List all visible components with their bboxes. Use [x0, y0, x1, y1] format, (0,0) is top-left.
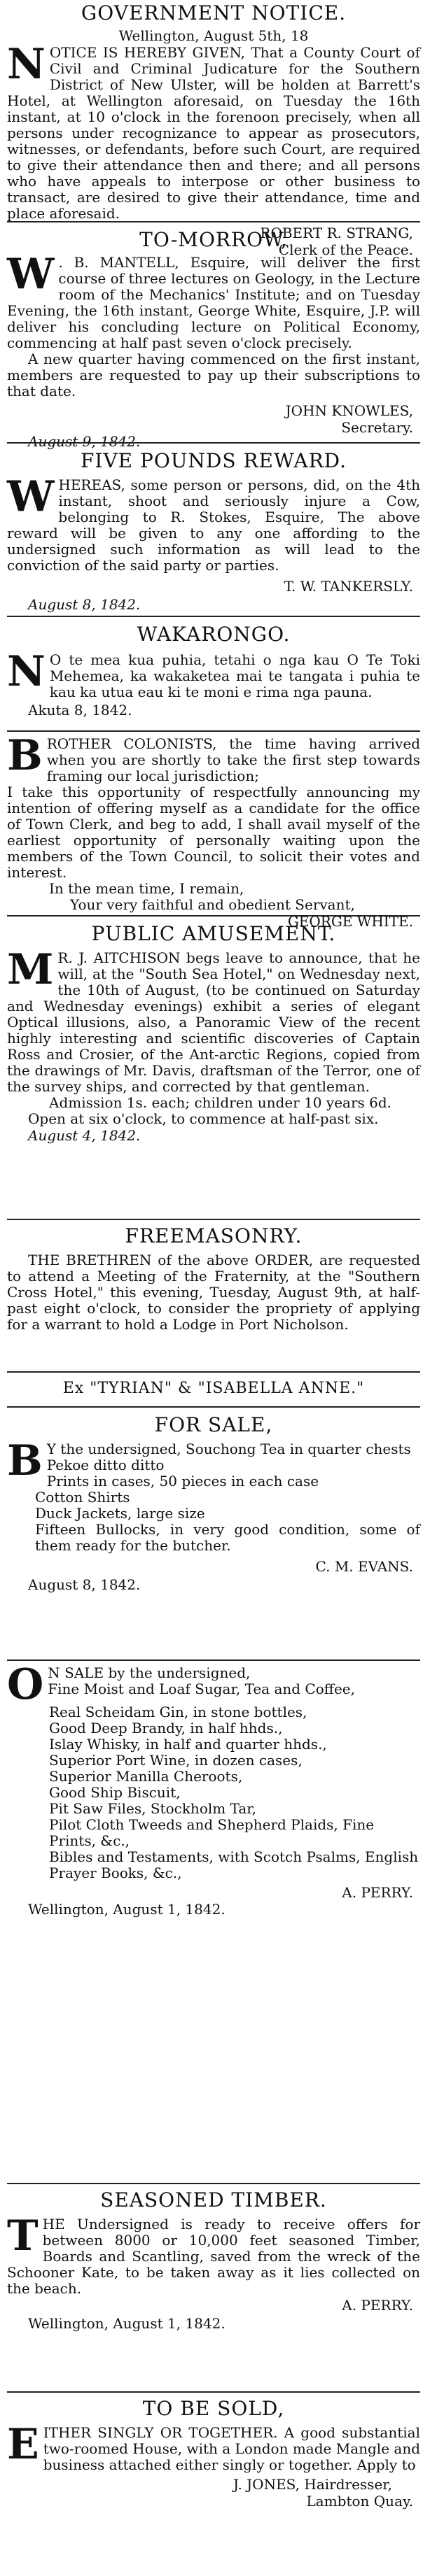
body-text: O te mea kua puhia, tetahi o nga kau O Te Toki Mehemea, ka wakaketea mai te tangata i puhia te kau ka utua eau ki te moni e rima nga pauna.	[49, 651, 420, 700]
for-sale-title: FOR SALE,	[154, 1413, 273, 1436]
to-be-sold-title: TO BE SOLD,	[142, 2397, 285, 2420]
on-sale-items	[7, 1704, 420, 1881]
list-item: Bibles and Testaments, with Scotch Psalms, English Prayer Books, &c.,	[49, 1848, 419, 1881]
timber-title: SEASONED TIMBER.	[100, 2188, 327, 2211]
seasoned-timber-notice	[7, 2188, 420, 2332]
list-item: Good Ship Biscuit,	[49, 1784, 181, 1801]
divider	[7, 2391, 420, 2393]
amusement-open: Open at six o'clock, to commence at half-past six.	[28, 1110, 379, 1127]
body-text: R. J. AITCHISON begs leave to announce, that he will, at the "South Sea Hotel," on Wednesday next, the 10th of August, (to be continued on Saturday and Wednesday evenings) exhibit a series of elegant Optical illusions, also, a Panoramic View of the recent highly interesting and scientific discoveries of Captain Ross and Crosier, of the Ant-arctic Regions, copied from the drawings of Mr. Davis, draftsman of the Terror, one of the survey ships, and corrected by that gentleman.	[7, 949, 420, 1095]
tomorrow-notice	[7, 228, 420, 450]
for-sale-list	[7, 1436, 420, 1554]
amusement-body	[7, 945, 420, 1095]
brother-body-2: I take this opportunity of respectfully announcing my intention of offering myself as a candidate for the office of Town Clerk, and beg to add, I shall avail myself of the earliest opportunity of personally waiting upon the members of the Town Council, to solicit their votes and interest.	[7, 784, 420, 881]
notice-date: August 8, 1842.	[28, 1576, 141, 1593]
reward-body	[7, 472, 420, 574]
body-text: HEREAS, some person or persons, did, on the 4th instant, shoot and seriously injure a Cow, belonging to R. Stokes, Esquire, The above reward will be given to any one affording to the undersigned such information as will lead to the conviction of the said party or parties.	[7, 476, 420, 574]
divider	[7, 1371, 420, 1373]
signature-name: C. M. EVANS.	[315, 1558, 413, 1575]
divider	[7, 221, 420, 222]
freemasonry-title: FREEMASONRY.	[125, 1224, 303, 1247]
list-item: Pekoe ditto ditto	[46, 1457, 165, 1473]
tomorrow-title: TO-MORROW,	[139, 228, 288, 251]
divider	[7, 442, 420, 444]
list-item: Pit Saw Files, Stockholm Tar,	[49, 1800, 257, 1817]
list-item: Y the undersigned, Souchong Tea in quarter chests	[46, 1441, 411, 1457]
to-be-sold-body	[7, 2420, 420, 2473]
notice-date: August 8, 1842.	[28, 596, 141, 613]
list-item: Cotton Shirts	[35, 1489, 130, 1506]
list-item: Prints in cases, 50 pieces in each case	[46, 1473, 319, 1489]
brother-close-2: Your very faithful and obedient Servant,	[70, 896, 355, 913]
dropcap: B	[7, 1436, 43, 1485]
divider	[7, 1219, 420, 1220]
on-sale-notice	[7, 1660, 420, 1918]
amusement-title: PUBLIC AMUSEMENT.	[91, 922, 336, 945]
brother-body	[7, 731, 420, 784]
body-text: N SALE by the undersigned,	[48, 1664, 251, 1681]
body-text: ROTHER COLONISTS, the time having arrived when you are shortly to take the first step towards framing our local jurisdiction;	[46, 735, 420, 784]
freemasonry-notice	[7, 1224, 420, 1333]
brother-close-1: In the mean time, I remain,	[49, 880, 244, 897]
notice-date: Wellington, August 1, 1842.	[28, 1901, 226, 1918]
notice-date: August 4, 1842.	[28, 1127, 141, 1144]
for-sale-notice	[7, 1413, 420, 1593]
list-item: Good Deep Brandy, in half hhds.,	[49, 1720, 283, 1736]
dropcap: W	[7, 472, 55, 521]
signature-name: GEORGE WHITE.	[287, 913, 413, 930]
signature-name: J. JONES, Hairdresser,	[233, 2476, 392, 2493]
divider	[7, 1406, 420, 1408]
tomorrow-body	[7, 250, 420, 351]
notice-date: Akuta 8, 1842.	[28, 702, 132, 719]
notice-date: Wellington, August 1, 1842.	[28, 2315, 226, 2332]
dropcap: W	[7, 250, 55, 299]
signature-place: Lambton Quay.	[306, 2493, 413, 2510]
list-item: Pilot Cloth Tweeds and Shepherd Plaids, Fine Prints, &c.,	[49, 1816, 375, 1849]
signature-name: A. PERRY.	[342, 2297, 413, 2314]
body-text: HE Undersigned is ready to receive offers for between 8000 or 10,000 feet seasoned Timber, Boards and Scantling, saved from the wreck of the Schooner Kate, to be taken away as it lies collected on the beach.	[7, 2216, 420, 2297]
divider	[7, 2183, 420, 2184]
signature-name: ROBERT R. STRANG,	[260, 225, 413, 241]
government-notice	[7, 1, 420, 258]
list-item: Duck Jackets, large size	[35, 1505, 205, 1522]
dropcap: N	[7, 40, 46, 89]
reward-notice	[7, 449, 420, 613]
divider	[7, 616, 420, 617]
divider	[7, 915, 420, 917]
government-notice-dateline: Wellington, August 5th, 18	[118, 27, 309, 44]
body-text: . B. MANTELL, Esquire, will deliver the first course of three lectures on Geology, in the Lecture room of the Mechanics' Institute; and on Tuesday Evening, the 16th instant, George White, Esquire, J.P. will deliver his concluding lecture on Political Economy, commencing at half past seven o'clock precisely.	[7, 254, 420, 351]
list-item: Superior Port Wine, in dozen cases,	[49, 1752, 303, 1769]
maori-title: WAKARONGO.	[137, 623, 291, 646]
ships-title: Ex "TYRIAN" & "ISABELLA ANNE."	[62, 1380, 365, 1397]
freemasonry-body: THE BRETHREN of the above ORDER, are requested to attend a Meeting of the Fraternity, at the "Southern Cross Hotel," this evening, Tuesday, August 9th, at half-past eight o'clock, to consider the propriety of applying for a warrant to hold a Lodge in Port Nicholson.	[7, 1252, 420, 1333]
public-amusement-notice	[7, 922, 420, 1144]
notice-date: August 9, 1842.	[28, 433, 141, 450]
list-item: Superior Manilla Cheroots,	[49, 1768, 243, 1785]
signature-title: Secretary.	[341, 419, 413, 436]
dropcap: B	[7, 731, 43, 780]
government-notice-title: GOVERNMENT NOTICE.	[81, 1, 347, 24]
dropcap: E	[7, 2420, 39, 2469]
dropcap: T	[7, 2211, 39, 2260]
list-item: Fifteen Bullocks, in very good condition, some of them ready for the butcher.	[35, 1521, 420, 1554]
timber-body	[7, 2211, 420, 2297]
dropcap: O	[7, 1660, 44, 1709]
signature-name: A. PERRY.	[342, 1884, 413, 1901]
dropcap: N	[7, 647, 46, 696]
to-be-sold-notice	[7, 2397, 420, 2510]
list-item: Islay Whisky, in half and quarter hhds.,	[49, 1736, 327, 1753]
list-item: Real Scheidam Gin, in stone bottles,	[49, 1704, 307, 1720]
divider	[7, 730, 420, 732]
dropcap: M	[7, 945, 54, 994]
tomorrow-body-2: A new quarter having commenced on the first instant, members are requested to pay up their subscriptions to that date.	[7, 351, 420, 399]
signature-title: Clerk of the Peace.	[278, 241, 413, 258]
government-notice-body	[7, 40, 420, 222]
maori-body	[7, 647, 420, 700]
amusement-admission: Admission 1s. each; children under 10 years 6d.	[49, 1094, 392, 1111]
body-text: OTICE IS HEREBY GIVEN, That a County Court of Civil and Criminal Judicature for the Southern District of New Ulster, will be holden at Barrett's Hotel, at Wellington aforesaid, on Tuesday the 16th instant, at 10 o'clock in the forenoon precisely, when all persons under recognizance to appear as prosecutors, witnesses, or defendants, before such Court, are required to give their attendance then and there; and all persons who have appeals to interpose or other business to transact, are desired to give their attendance, time and place aforesaid.	[7, 44, 420, 222]
body-text: ITHER SINGLY OR TOGETHER. A good substantial two-roomed House, with a London made Mangle and business attached either singly or together. Apply to	[43, 2424, 420, 2473]
maori-notice	[7, 623, 420, 719]
reward-title: FIVE POUNDS REWARD.	[80, 449, 347, 472]
signature-name: JOHN KNOWLES,	[285, 402, 413, 419]
brother-colonists-notice	[7, 731, 420, 930]
on-sale-intro	[7, 1660, 420, 1709]
signature-name: T. W. TANKERSLY.	[284, 578, 413, 595]
on-sale-intro-2: Fine Moist and Loaf Sugar, Tea and Coffee,	[48, 1680, 355, 1697]
divider	[7, 1659, 420, 1661]
ships-heading-block	[7, 1377, 420, 1401]
